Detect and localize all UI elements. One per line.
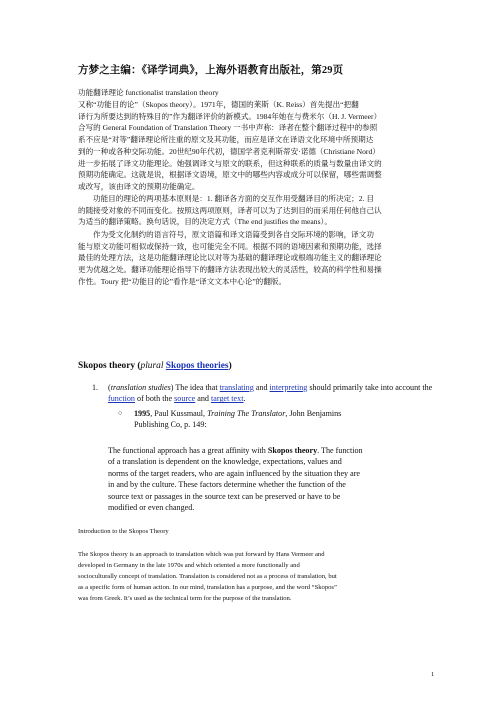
quote-line: modified or even changed.: [108, 503, 195, 513]
link-source[interactable]: source: [174, 394, 196, 404]
entry-title: Skopos theory (plural Skopos theories): [78, 361, 232, 371]
quote-line: norms of the target readers, who are again influenced by the situation they are: [108, 468, 361, 478]
intro-line: as a specific form of human action. In our mind, translation has a purpose, and the word “Skopos”: [78, 584, 337, 591]
cn-paragraph-1: [78, 99, 438, 193]
cn-line: 最佳的处理方法，这是功能翻译理论比以对等为基础的翻译理论或根端功能主义的翻译理论: [78, 253, 382, 263]
source-heading: 方梦之主编：《译学词典》，上海外语教育出版社，第29页: [78, 65, 344, 76]
citation-book: Training The Translator: [207, 409, 286, 418]
link-skopos-theories[interactable]: Skopos theories: [165, 361, 229, 371]
cn-line: 作为受文化制约的语言符号，原文语篇和译文语篇受到各自交际环境的影响，译文功: [93, 230, 374, 239]
term-line: 功能翻译理论 functionalist translation theory: [78, 88, 219, 97]
intro-line: socioculturally concept of translation. Translation is considered not as a process of translation, but: [78, 573, 337, 580]
citation-year: 1995: [134, 409, 151, 418]
entry-term: Skopos theory: [78, 361, 136, 371]
link-translating[interactable]: translating: [219, 383, 254, 392]
citation-author: Paul Kussmaul,: [154, 409, 206, 418]
quote-line: in and by the culture. These factors determine whether the function of the: [108, 480, 346, 490]
link-interpreting[interactable]: interpreting: [269, 383, 308, 392]
link-target-text[interactable]: target text: [211, 394, 244, 404]
quotation: [108, 445, 428, 513]
cn-line: 作性。Toury 把“功能目的论”看作是“译文文本中心论”的翻版。: [78, 276, 287, 286]
definition-text: (translation studies) The idea that translating and interpreting should primarily take into account the function of both the source and target text.: [108, 383, 433, 404]
citation-text: 1995, Paul Kussmaul, Training The Translator, John Benjamins Publishing Co, p. 149:: [134, 409, 342, 430]
text-fragment: of both the: [137, 394, 173, 404]
text-fragment: .: [243, 394, 246, 404]
circle-bullet-icon: ○: [118, 409, 123, 417]
text-fragment: The idea that: [175, 383, 218, 392]
cn-line: 合写的 General Foundation of Translation Theory 一书中声称：译者在整个翻译过程中的参照: [78, 123, 378, 133]
intro-paragraph: [78, 549, 438, 604]
page-number: 1: [431, 671, 435, 678]
intro-line: was from Greek. It’s used as the technical term for the purpose of the translation.: [78, 595, 292, 602]
text-fragment: and: [197, 394, 209, 404]
cn-line: 或改写，该由译文的预期功能确定。: [78, 181, 200, 191]
cn-paragraph-3: [78, 229, 438, 288]
intro-title: Introduction to the Skopos Theory: [78, 528, 169, 535]
cn-line: 的随接受对象的不同而变化。按照这两项原则，译者可以为了达到目的而采用任何他自己认: [78, 205, 382, 215]
text-fragment: and: [255, 383, 268, 392]
cn-line: 预期功能确定。这就是说，根据译文语境，原文中的哪些内容或成分可以保留，哪些需调整: [78, 170, 382, 180]
cn-line: 到的一种或各种交际功能。20世纪90年代初，德国学者克利斯蒂安·诺德（Christiane Nord）: [78, 146, 380, 156]
cn-line: 进一步拓展了译文功能理论。她强调译文与原文的联系，但这种联系的质量与数量由译文的: [78, 158, 382, 168]
text-fragment: should primarily take into account the: [309, 383, 433, 392]
cn-line: 译行为所要达到的特殊目的”作为翻译评价的新模式。1984年她在与费米尔（H. J. Vermeer）: [78, 111, 382, 121]
quote-line: source text or passages in the source text can be preserved or have to be: [108, 491, 341, 501]
cn-line: 又称“功能目的论”（Skopos theory）。1971年，德国的莱斯（K. Reiss）首先提出“把翻: [78, 100, 359, 109]
quote-line: of a translation is dependent on the knowledge, expectations, values and: [108, 457, 342, 467]
cn-paragraph-2: [78, 193, 438, 228]
cn-line: 更为优越之处。翻译功能理论指导下的翻译方法表现出较大的灵活性，较高的科学性和易操: [78, 265, 382, 275]
quote-line: The functional approach has a great affinity with Skopos theory. The function: [108, 446, 363, 455]
definition-number: 1.: [92, 383, 99, 392]
definition-label: translation studies: [110, 383, 171, 392]
plural-label: plural: [140, 361, 164, 371]
citation-publisher: , John Benjamins: [285, 409, 342, 418]
cn-line: 系不应是“对等”翻译理论所注重的原文及其功能，而应是译文在译语文化环境中所预期达: [78, 135, 374, 145]
cn-line: 功能目的理论的两项基本原则是：1. 翻译各方面的交互作用受翻译目的所决定；2. 目: [93, 194, 374, 203]
citation-publisher: Publishing Co, p. 149:: [134, 420, 207, 430]
cn-line: 能与原文功能可相似或保持一致，也可能完全不同。根据不同的语境因素和预期功能，选择: [78, 241, 382, 251]
intro-line: The Skopos theory is an approach to translation which was put forward by Hans Vermeer and: [78, 551, 325, 558]
cn-line: 为适当的翻译策略。换句话说，目的决定方式（The end justifies the means）。: [78, 217, 332, 227]
intro-line: developed in Germany in the late 1970s and which oriented a more functionally and: [78, 562, 300, 569]
quote-bold-term: Skopos theory: [267, 446, 318, 455]
link-function[interactable]: function: [108, 394, 135, 404]
